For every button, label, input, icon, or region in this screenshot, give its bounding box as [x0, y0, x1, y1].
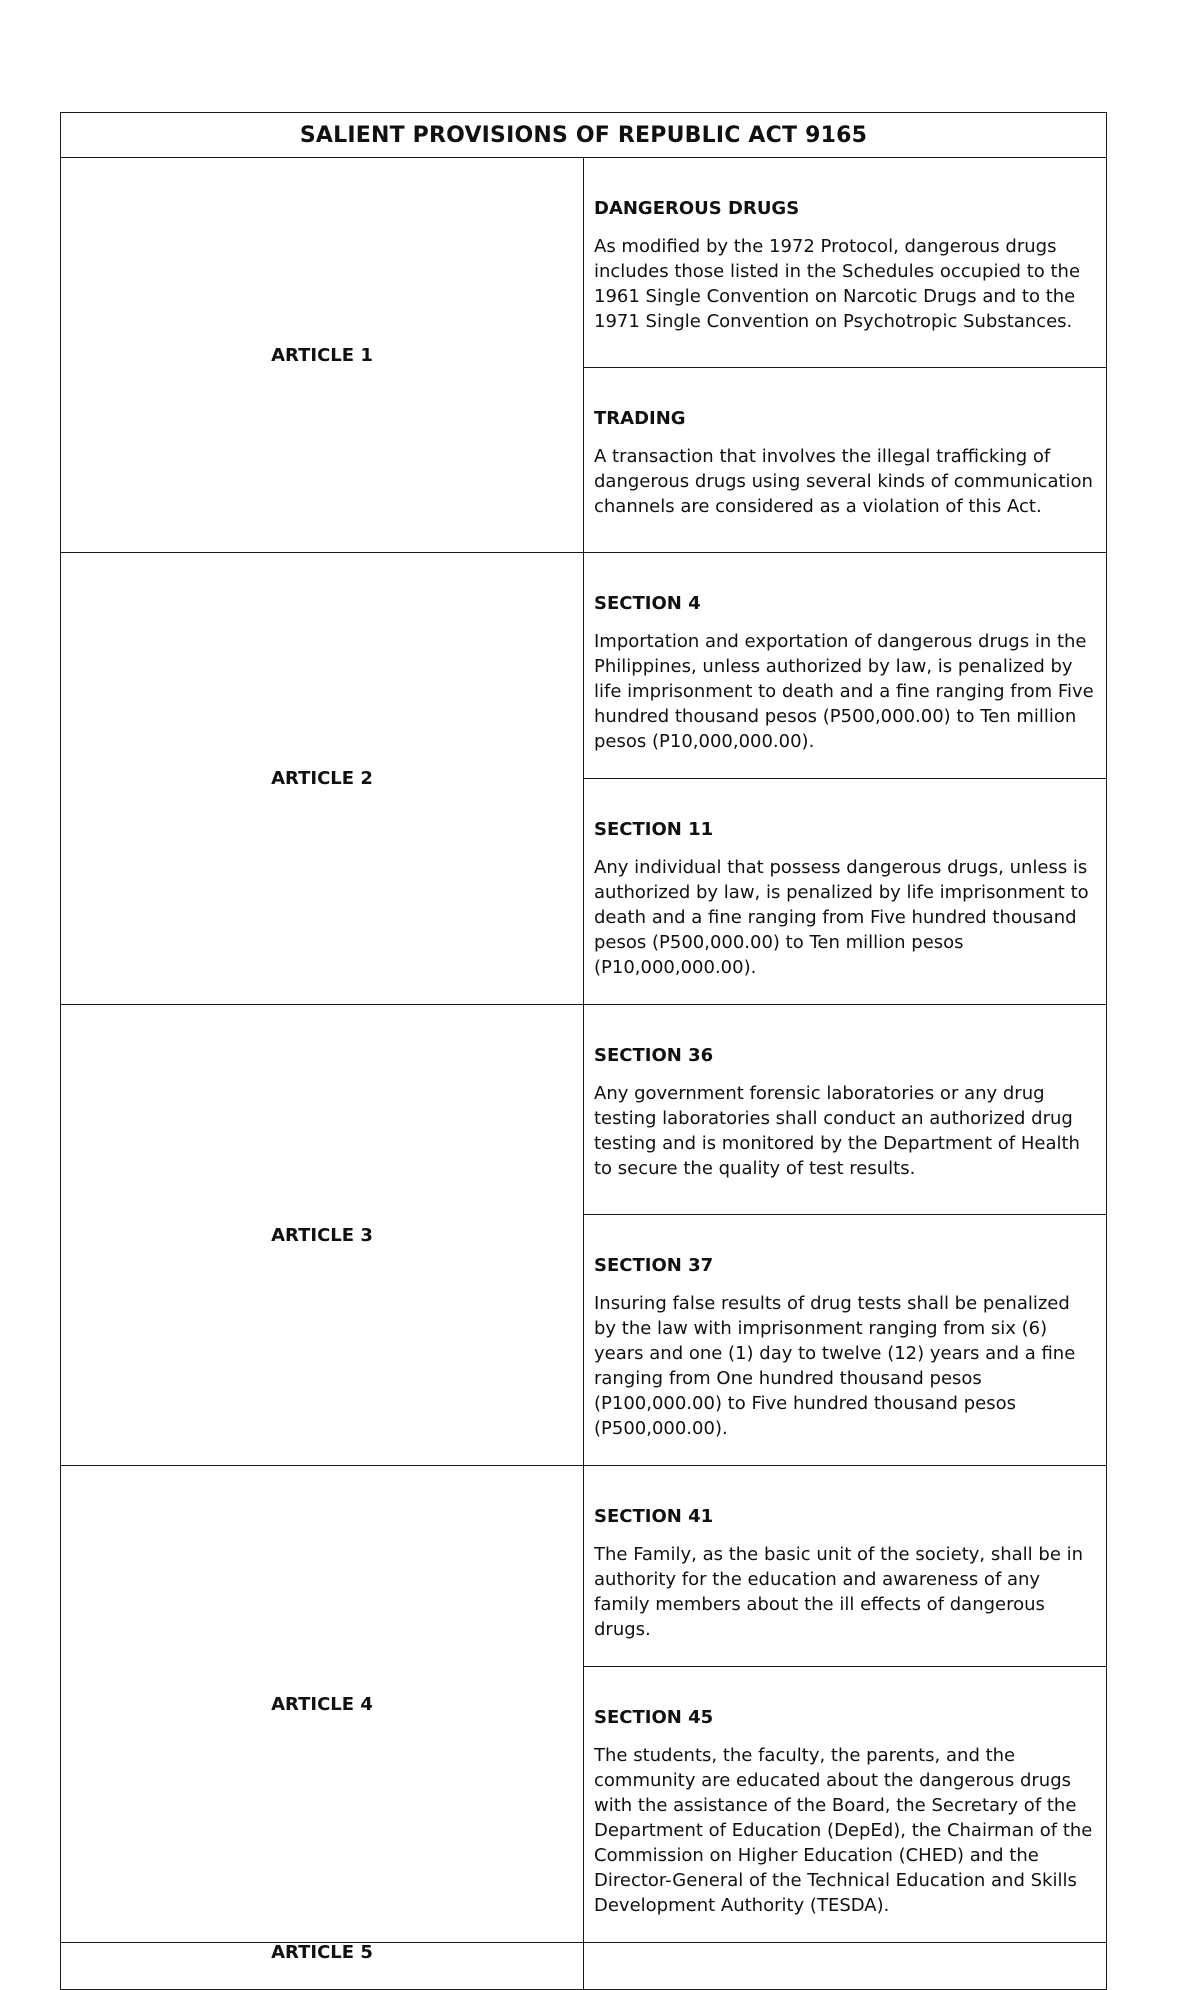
- article-label: ARTICLE 3: [61, 1005, 584, 1466]
- table-row: [61, 1466, 1107, 1667]
- section-heading: TRADING: [594, 408, 686, 429]
- section-heading: SECTION 36: [594, 1045, 714, 1066]
- section-cell: [584, 1466, 1107, 1667]
- section-body: A transaction that involves the illegal trafficking of dangerous drugs using several kinds of communication channels are considered as a violation of this Act.: [594, 446, 1093, 517]
- article-label: ARTICLE 5: [271, 1942, 373, 1963]
- title-row: [61, 113, 1107, 158]
- article-label: ARTICLE 2: [61, 553, 584, 1005]
- section-body: Any individual that possess dangerous drugs, unless is authorized by law, is penalized by life imprisonment to death and a fine ranging from Five hundred thousand pesos (P500,000.00) to Ten million pesos (P10,000,000.00).: [594, 857, 1089, 978]
- section-heading: SECTION 4: [594, 593, 701, 614]
- provisions-table: [60, 112, 1107, 1990]
- section-body: The Family, as the basic unit of the society, shall be in authority for the education and awareness of any family members about the ill effects of dangerous drugs.: [594, 1544, 1084, 1640]
- document-title: SALIENT PROVISIONS OF REPUBLIC ACT 9165: [61, 113, 1107, 158]
- section-cell: [584, 368, 1107, 553]
- section-body: Importation and exportation of dangerous drugs in the Philippines, unless authorized by law, is penalized by life imprisonment to death and a fine ranging from Five hundred thousand pesos (P500,000.00) to Ten million pesos (P10,000,000.00).: [594, 631, 1094, 752]
- article-label-cell: [61, 1943, 584, 1990]
- section-heading: SECTION 41: [594, 1506, 714, 1527]
- section-cell: [584, 779, 1107, 1005]
- section-cell: [584, 1005, 1107, 1215]
- section-cell: [584, 1667, 1107, 1943]
- section-heading: SECTION 11: [594, 819, 714, 840]
- section-body: Insuring false results of drug tests shall be penalized by the law with imprisonment ranging from six (6) years and one (1) day to twelve (12) years and a fine ranging from One hundred thousand pesos (P100,000.00) to Five hundred thousand pesos (P500,000.00).: [594, 1293, 1076, 1439]
- section-cell: [584, 553, 1107, 779]
- table-row: [61, 158, 1107, 368]
- section-body: The students, the faculty, the parents, and the community are educated about the dangerous drugs with the assistance of the Board, the Secretary of the Department of Education (DepEd), the Chairman of the Commission on Higher Education (CHED) and the Director-General of the Technical Education and Skills Development Authority (TESDA).: [594, 1745, 1093, 1916]
- article-label: ARTICLE 4: [61, 1466, 584, 1943]
- table-row: [61, 553, 1107, 779]
- table-row: [61, 1943, 1107, 1990]
- empty-section-cell: [584, 1943, 1107, 1990]
- section-heading: SECTION 37: [594, 1255, 714, 1276]
- table-row: [61, 1005, 1107, 1215]
- section-body: As modified by the 1972 Protocol, dangerous drugs includes those listed in the Schedules occupied to the 1961 Single Convention on Narcotic Drugs and to the 1971 Single Convention on Psychotropic Substances.: [594, 236, 1081, 332]
- section-body: Any government forensic laboratories or any drug testing laboratories shall conduct an authorized drug testing and is monitored by the Department of Health to secure the quality of test results.: [594, 1083, 1080, 1179]
- section-heading: SECTION 45: [594, 1707, 714, 1728]
- section-cell: [584, 158, 1107, 368]
- section-heading: DANGEROUS DRUGS: [594, 198, 800, 219]
- article-label: ARTICLE 1: [61, 158, 584, 553]
- section-cell: [584, 1215, 1107, 1466]
